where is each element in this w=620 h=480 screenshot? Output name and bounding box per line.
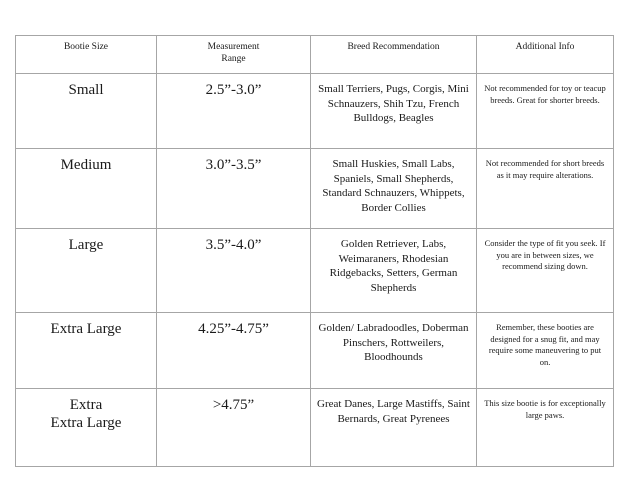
cell-breed-recommendation: Golden/ Labradoodles, Doberman Pinschers, Rottweilers, Bloodhounds [311, 313, 477, 389]
column-header-measurement-range-line1: Measurement [207, 42, 260, 52]
cell-breed-recommendation: Small Huskies, Small Labs, Spaniels, Small Shepherds, Standard Schnauzers, Whippets, Border Collies [311, 149, 477, 229]
table-row [16, 313, 614, 389]
cell-breed-recommendation: Small Terriers, Pugs, Corgis, Mini Schnauzers, Shih Tzu, French Bulldogs, Beagles [311, 74, 477, 149]
cell-additional-info: Consider the type of fit you seek. If you are in between sizes, we recommend sizing down. [477, 229, 614, 313]
cell-bootie-size: Medium [16, 149, 157, 229]
table-row [16, 74, 614, 149]
cell-bootie-size: Small [16, 74, 157, 149]
cell-measurement-range: 4.25”-4.75” [157, 313, 311, 389]
cell-bootie-size [16, 389, 157, 467]
table-body [16, 74, 614, 467]
cell-bootie-size: Large [16, 229, 157, 313]
cell-additional-info: Not recommended for toy or teacup breeds. Great for shorter breeds. [477, 74, 614, 149]
table-header [16, 36, 614, 74]
cell-measurement-range: >4.75” [157, 389, 311, 467]
table-header-row [16, 36, 614, 74]
column-header-measurement-range-line2: Range [221, 54, 246, 64]
cell-bootie-size: Extra Large [16, 313, 157, 389]
cell-measurement-range: 3.5”-4.0” [157, 229, 311, 313]
column-header-measurement-range [157, 36, 311, 74]
cell-measurement-range: 3.0”-3.5” [157, 149, 311, 229]
table-row [16, 149, 614, 229]
cell-additional-info: Remember, these booties are designed for a snug fit, and may require some maneuvering to put on. [477, 313, 614, 389]
cell-bootie-size-line2: Extra Large [50, 415, 122, 431]
cell-additional-info: This size bootie is for exceptionally large paws. [477, 389, 614, 467]
table-row [16, 389, 614, 467]
column-header-additional-info: Additional Info [477, 36, 614, 74]
column-header-bootie-size: Bootie Size [16, 36, 157, 74]
table-row [16, 229, 614, 313]
cell-bootie-size-line1: Extra [69, 397, 103, 413]
cell-breed-recommendation: Golden Retriever, Labs, Weimaraners, Rhodesian Ridgebacks, Setters, German Shepherds [311, 229, 477, 313]
bootie-size-chart-table [15, 35, 614, 467]
cell-breed-recommendation: Great Danes, Large Mastiffs, Saint Bernards, Great Pyrenees [311, 389, 477, 467]
column-header-breed-recommendation: Breed Recommendation [311, 36, 477, 74]
cell-additional-info: Not recommended for short breeds as it may require alterations. [477, 149, 614, 229]
cell-measurement-range: 2.5”-3.0” [157, 74, 311, 149]
size-chart-container [15, 35, 613, 467]
